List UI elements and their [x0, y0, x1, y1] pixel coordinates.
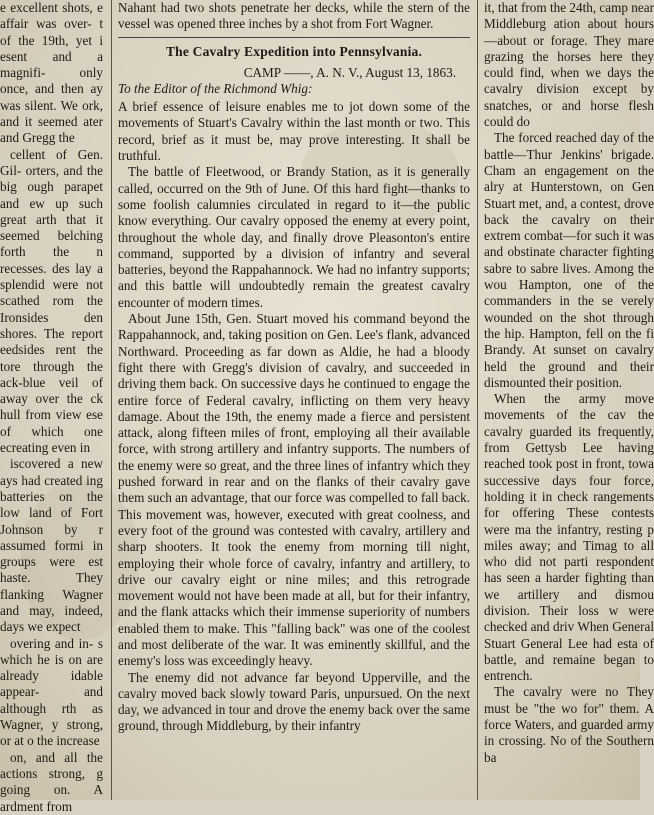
center-paragraph-4: The enemy did not advance far beyond Upperville, and the cavalry moved back slowly toward Paris, unpursued. On the next day, we advanced in tour and drove the enemy back over the same ground, through Middleburg, by their infantry	[118, 669, 470, 734]
center-paragraph-2: The battle of Fleetwood, or Brandy Station, as it is generally called, occurred on the 9th of June. Of this hard fight—thanks to some foolish calumnies circulated in regard to it—the public know everything. Our cavalry opposed the enemy at every point, throughout the whole day, and finally drove Pleasonton's entire command, supported by a division of infantry and several batteries, beyond the Rappahannock. We had no infantry supports; and this battle will undoubtedly remain the greatest cavalry encounter of modern times.	[118, 164, 470, 310]
column-rule	[477, 0, 478, 800]
center-column	[118, 0, 470, 800]
left-column	[0, 0, 103, 814]
right-column	[484, 0, 654, 800]
center-paragraph-1: A brief essence of leisure enables me to jot down some of the movements of Stuart's Cavalry within the last month or two. This record, brief as it must be, may prove interesting. It shall be truthful.	[118, 99, 470, 164]
left-paragraph-2: cellent of Gen. Gil- orters, and the big ough parapet and ew up such great arth that it seemed belching forth the n recesses. des lay a splendid were not scathed rom the Ironsides den shores. The report eedsides rent the tore through the ack-blue veil of away over the ck hull from view ese of which one ecreating even in	[0, 146, 103, 456]
article-dateline: CAMP ——, A. N. V., August 13, 1863.	[243, 64, 456, 80]
column-rule	[111, 0, 112, 800]
left-paragraph-3: iscovered a new ays had created ing batteries on the low land of Fort Johnson by r assumed formi in groups were est haste. They flanking Wagner and may, indeed, days we expect	[0, 456, 103, 635]
right-paragraph-2: The forced reached day of the battle—Thur Jenkins' brigade. Cham an engagement on the alry at Hunterstown, on Gen Stuart met, and, a contest, drove back the cavalry on their extrem combat—for such it was and obstinate character fighting sabre to sabre lives. Among the wou Hampton, one of the commanders in the se verely wounded on the shot through the hip. Hampton, fell on the fi Brandy. At sunset on cavalry held the ground and their dismounted their position.	[484, 130, 654, 390]
article-salutation: To the Editor of the Richmond Whig:	[118, 80, 313, 96]
left-paragraph-5: on, and all the actions strong, g going on. A ardment from	[0, 749, 103, 814]
article-headline: The Cavalry Expedition into Pennsylvania.	[165, 43, 423, 59]
center-top-paragraph: Nahant had two shots penetrate her decks, while the stern of the vessel was opened three inches by a shot from Fort Wagner.	[118, 0, 470, 32]
center-paragraph-3: About June 15th, Gen. Stuart moved his command beyond the Rappahannock, and, taking position on Gen. Lee's flank, advanced Northward. Proceeding as far down as Aldie, he had a bloody fight there with Gregg's division of cavalry, and succeeded in driving them back. On successive days he continued to engage the entire force of Federal cavalry, inflicting on them very heavy damage. About the 19th, the enemy made a fierce and persistent attack, along fifteen miles of front, employing all their available force, with strong artillery and infantry supports. The numbers of the enemy were so great, and the three lines of infantry which they pushed forward in rear and on the flanks of their cavalry gave them such an advantage, that our force was compelled to fall back. This movement was, however, executed with great coolness, and every foot of the ground was contested with cavalry, artillery and sharp shooters. It took the enemy from morning till night, employing their whole force of cavalry, infantry and artillery, to drive our cavalry eight or nine miles; and this retrograde movement would not have been made at all, but for their infantry, and the flank attacks which their immense superiority of numbers enabled them to make. This "falling back" was one of the coolest and most deliberate of the war. It was eminently skillful, and the enemy's loss was exceedingly heavy.	[118, 311, 470, 669]
right-paragraph-1: it, that from the 24th, camp near Middleburg ation about hours—about or forage. They mare grazing the horses here they could find, when we days the cavalry division except by snatches, or and horse flesh could do	[484, 0, 654, 130]
right-paragraph-3: When the army move movements of the cav the cavalry guarded its frequently, from Gettysb Lee having reached took post in front, towa successive days four force, holding it in check rangements for offering These contests were ma the infantry, resting p miles away; and Timag to all who did not parti respondent has seen a harder fighting than we artillery and dismou division. Their loss w were checked and driv When General Stuart General Lee had esta of battle, and remaine began to entrench.	[484, 391, 654, 684]
left-paragraph-4: overing and in- s which he is on are already idable appear- and although rth as Wagner, y strong, or at o the increase	[0, 635, 103, 749]
left-paragraph-1: e excellent shots, e affair was over- t of the 19th, yet i esent and a magnifi- only once, and then ay was silent. We ork, and it seemed ater and Gregg the	[0, 0, 103, 146]
section-divider	[118, 37, 470, 38]
right-paragraph-4: The cavalry were no They must be "the wo for" them. A force Waters, and guarded army in crossing. No of the Southern ba	[484, 684, 654, 765]
